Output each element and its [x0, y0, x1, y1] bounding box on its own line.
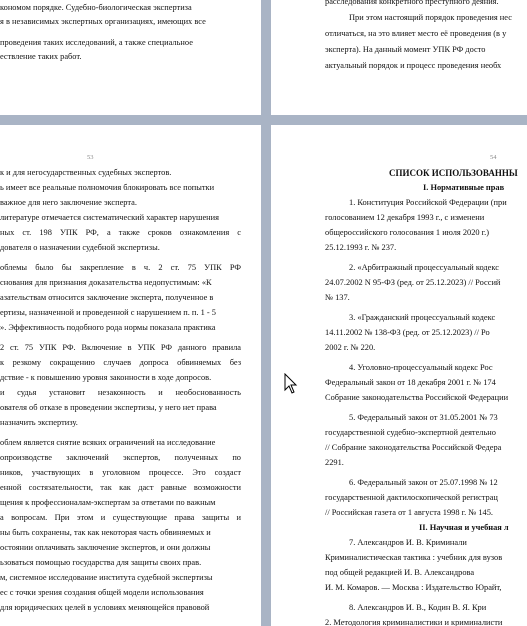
document-page-53[interactable]	[0, 125, 261, 626]
text-line: эксперта). На данный момент УПК РФ досто	[325, 45, 486, 54]
text-line: Собрание законодательства Российской Федерации	[325, 393, 509, 402]
text-line: важное для него заключение эксперта.	[0, 198, 137, 207]
list-item: 2. «Арбитражный процессуальный кодекс	[349, 263, 499, 272]
text-line: опроизводстве заключений экспертов, полученных по	[0, 453, 241, 462]
text-line: ников, участвующих в уголовном процессе. Это создаст	[0, 468, 241, 477]
text-line: енной состязательности, так как даст равные возможности	[0, 483, 241, 492]
text-line: актуальный порядок и процесс проведения необх	[325, 61, 502, 70]
list-item: 3. «Гражданский процессуальный кодекс	[349, 313, 496, 322]
text-line: ьзоваться помощью государства для защиты своих прав.	[0, 558, 202, 567]
text-line: снования для признания доказательства недопустимым: «К	[0, 278, 212, 287]
text-line: расследования конкретного преступного деяния.	[325, 0, 499, 6]
text-line: азательствам относится заключение эксперта, полученное в	[0, 293, 214, 302]
text-line: голосованием 12 декабря 1993 г., с изменени	[325, 213, 485, 222]
text-line: ес с точки зрения создания общей модели использования	[0, 588, 204, 597]
text-line: ». Эффективность подобного рода нормы показала практика	[0, 323, 216, 332]
text-line: И. М. Комаров. — Москва : Издательство Юрайт,	[325, 583, 502, 592]
document-page-top-right[interactable]	[271, 0, 527, 115]
text-line: Криминалистическая тактика : учебник для вузов	[325, 553, 503, 562]
text-line: и судья установит незаконность и необоснованность	[0, 388, 241, 397]
text-line: облемы было бы закрепление в ч. 2 ст. 75 УПК РФ	[0, 263, 241, 272]
text-line: государственной судебно-экспертной деятельно	[325, 428, 496, 437]
text-line: ных ст. 198 УПК РФ, а также сроков ознакомления с	[0, 228, 241, 237]
text-line: государственной дактилоскопической регистрац	[325, 493, 498, 502]
text-line: 25.12.1993 г. № 237.	[325, 243, 397, 252]
page-gap-vertical	[261, 0, 271, 626]
document-page-54[interactable]	[271, 125, 527, 626]
text-line: № 137.	[325, 293, 350, 302]
text-line: При этом настоящий порядок проведения нес	[349, 13, 512, 22]
list-item: 7. Александров И. В. Криминали	[349, 538, 467, 547]
document-page-top-left[interactable]	[0, 0, 261, 115]
list-item: 1. Конституция Российской Федерации (при	[349, 198, 507, 207]
text-line: 2 ст. 75 УПК РФ. Включение в УПК РФ данного правила	[0, 343, 241, 352]
text-line: литературе отмечается систематический характер нарушения	[0, 213, 219, 222]
text-line: 14.11.2002 № 138-ФЗ (ред. от 25.12.2023) // Ро	[325, 328, 490, 337]
text-line: // Российская газета от 1 августа 1998 г. № 145.	[325, 508, 494, 517]
list-item: 5. Федеральный закон от 31.05.2001 № 73	[349, 413, 498, 422]
text-line: ователя об отказе в проведении экспертизы, у него нет права	[0, 403, 217, 412]
page-number: 53	[87, 154, 94, 161]
text-line: // Собрание законодательства Российской Федера	[325, 443, 502, 452]
text-line: ь имеет все реальные полномочия блокировать все попытки	[0, 183, 215, 192]
text-line: ертизы, назначенной и проведенной с нарушением п. п. 1 - 5	[0, 308, 216, 317]
text-line: м, системное исследование института судебной экспертизы	[0, 573, 213, 582]
text-line: к резкому сокращению случаев допроса обвиняемых без	[0, 358, 241, 367]
text-line: дователя о назначении судебной экспертизы.	[0, 243, 160, 252]
page-gap-horizontal	[0, 115, 527, 125]
section-heading-academic: II. Научная и учебная л	[419, 523, 509, 532]
page-number: 54	[490, 154, 497, 161]
text-line: а вопросам. При этом и существующие права защиты и	[0, 513, 241, 522]
text-line: для юридических целей в условиях меняющейся правовой	[0, 603, 210, 612]
text-line: 2002 г. № 220.	[325, 343, 376, 352]
text-line: назначить экспертизу.	[0, 418, 78, 427]
text-line: проведения таких исследований, а также специальное	[0, 38, 193, 47]
text-line: отличаться, на это влияет место её проведения (в у	[325, 29, 507, 38]
mouse-pointer-icon	[284, 373, 298, 395]
text-line: остоянии оплачивать заключение экспертов, и они должны	[0, 543, 211, 552]
list-item: 4. Уголовно-процессуальный кодекс Рос	[349, 363, 493, 372]
text-line: 2291.	[325, 458, 344, 467]
text-line: 24.07.2002 N 95-ФЗ (ред. от 25.12.2023) // Россий	[325, 278, 501, 287]
text-line: дствие - к повышению уровня законности в ходе допросов.	[0, 373, 212, 382]
text-line: 2. Методология криминалистики и криминалисти	[325, 618, 503, 626]
text-line: кономом порядке. Судебно-биологическая экспертиза	[0, 3, 192, 12]
text-line: ествление таких работ.	[0, 52, 82, 61]
text-line: ны быть сохранены, так как некоторая часть обвиняемых и	[0, 528, 211, 537]
text-line: под общей редакцией И. В. Александрова	[325, 568, 475, 577]
heading-references: СПИСОК ИСПОЛЬЗОВАННЫ	[389, 168, 518, 178]
text-line: к и для негосударственных судебных экспертов.	[0, 168, 172, 177]
text-line: облем является снятие всяких ограничений на исследование	[0, 438, 216, 447]
text-line: общероссийского голосования 1 июля 2020 г.)	[325, 228, 490, 237]
text-line: я в независимых экспертных организациях, имеющих все	[0, 17, 206, 26]
list-item: 6. Федеральный закон от 25.07.1998 № 12	[349, 478, 498, 487]
text-line: Федеральный закон от 18 декабря 2001 г. № 174	[325, 378, 496, 387]
section-heading-normative: I. Нормативные прав	[423, 183, 505, 192]
text-line: щения к профессионалам-экспертам за ответами по важным	[0, 498, 216, 507]
list-item: 8. Александров И. В., Кодин В. Я. Кри	[349, 603, 487, 612]
